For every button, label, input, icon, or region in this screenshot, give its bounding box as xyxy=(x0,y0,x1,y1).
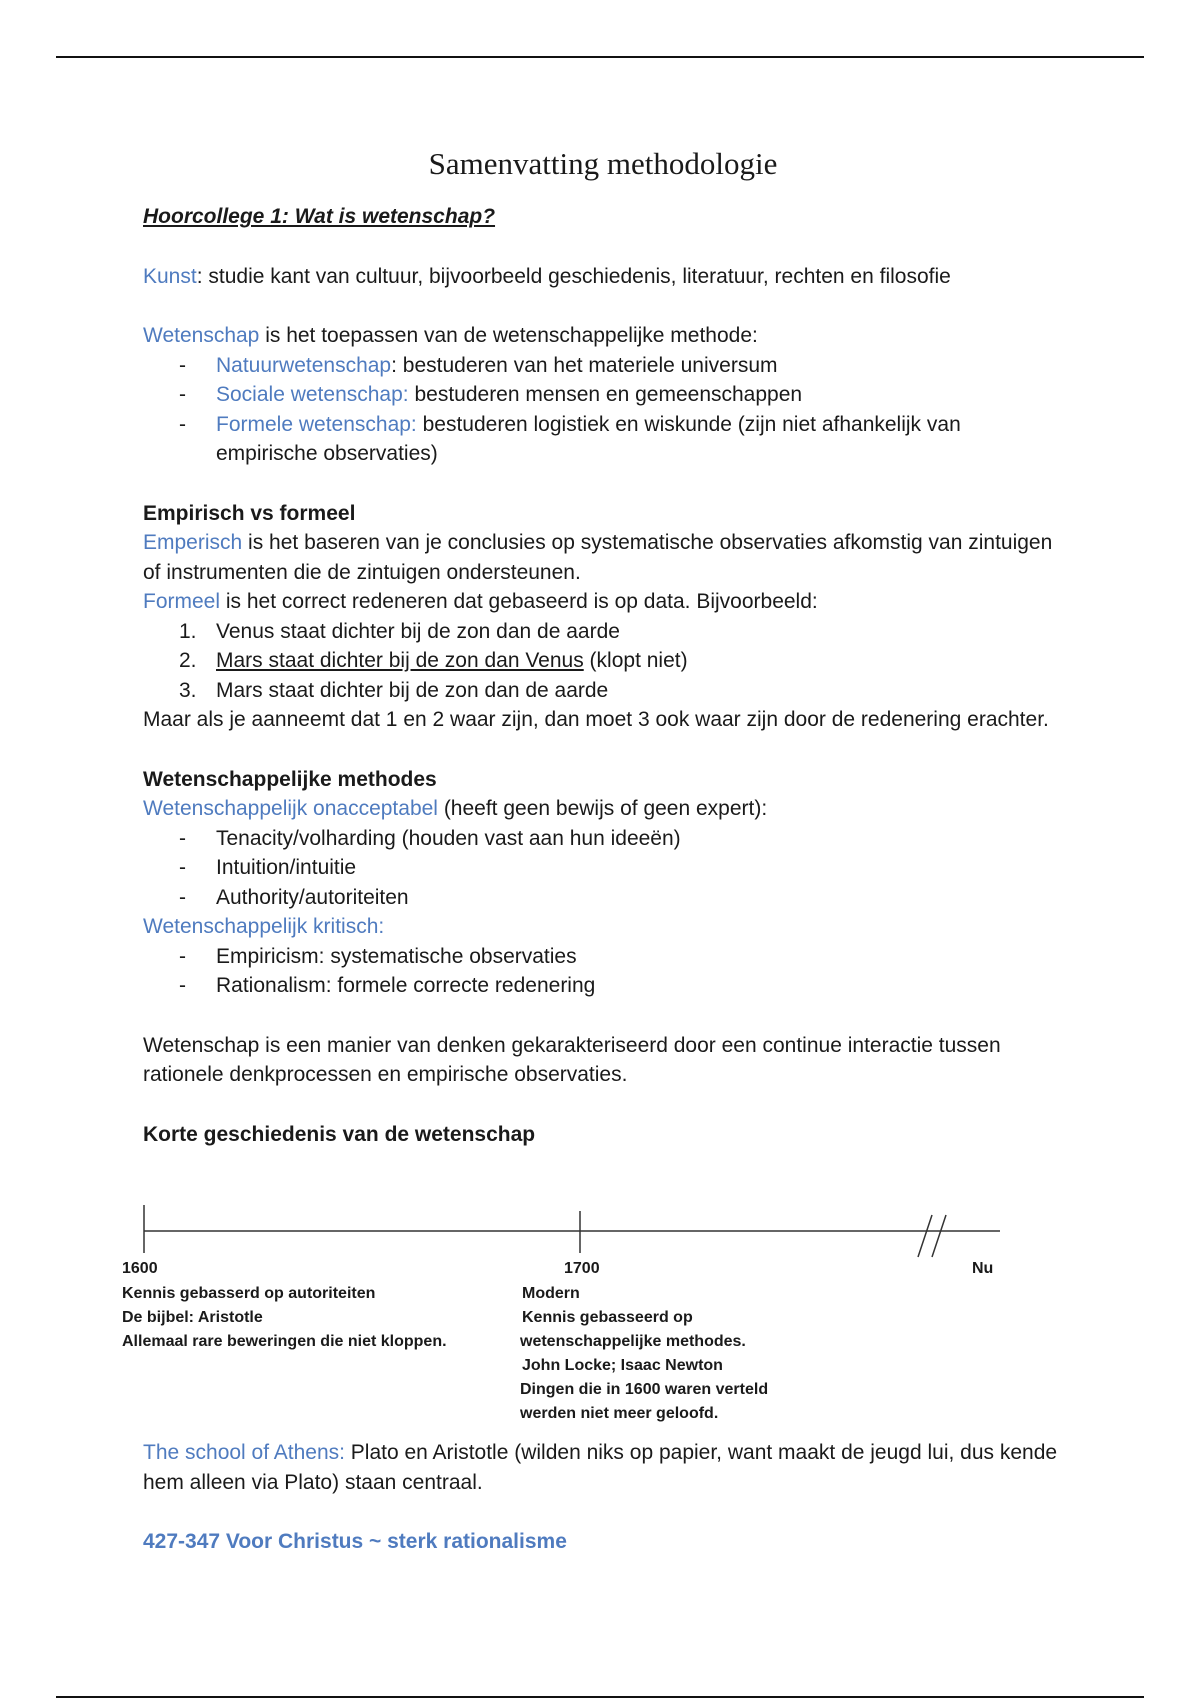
timeline-right-text: Modern xyxy=(522,1285,580,1302)
list-number: 2. xyxy=(179,649,197,672)
onacceptabel-text: (heeft geen bewijs of geen expert): xyxy=(437,797,768,820)
lecture-heading: Hoorcollege 1: Wat is wetenschap? xyxy=(143,205,496,228)
timeline-left-text: Allemaal rare beweringen die niet kloppen. xyxy=(122,1333,447,1350)
list-item xyxy=(216,380,1063,410)
timeline-right-text: wetenschappelijke methodes. xyxy=(520,1333,746,1350)
timeline-label-1700: 1700 xyxy=(564,1260,600,1277)
formeel-paragraph xyxy=(143,587,1063,617)
list-item-term: Sociale wetenschap: xyxy=(216,383,409,406)
timeline-right-text: Kennis gebasseerd op xyxy=(522,1309,693,1326)
timeline-right-text: werden niet meer geloofd. xyxy=(520,1405,719,1422)
timeline-right-text: Dingen die in 1600 waren verteld xyxy=(520,1381,769,1398)
formeel-text: is het correct redeneren dat gebaseerd is op data. Bijvoorbeeld: xyxy=(220,590,818,613)
history-timeline xyxy=(120,1195,1020,1455)
timeline-left-text: Kennis gebasserd op autoriteiten xyxy=(122,1285,376,1302)
emperisch-text: is het baseren van je conclusies op systematische observaties afkomstig van zintuigen of instrumenten die de zintuigen ondersteunen. xyxy=(143,531,1053,584)
onacceptabel-list xyxy=(143,824,1063,913)
kunst-paragraph xyxy=(143,262,1063,292)
list-item-note: (klopt niet) xyxy=(583,649,688,672)
list-item-term: Formele wetenschap: xyxy=(216,412,417,436)
list-item xyxy=(179,676,1063,706)
period-heading: 427-347 Voor Christus ~ sterk rationalisme xyxy=(143,1530,567,1553)
list-item xyxy=(179,617,1063,647)
list-number: 1. xyxy=(179,619,197,643)
document-tail xyxy=(143,1438,1063,1557)
document-page xyxy=(143,140,1063,1149)
list-item: - Rationalism: formele correcte redenering xyxy=(216,971,1063,1001)
timeline-break-mark xyxy=(918,1215,932,1257)
list-item xyxy=(216,351,1063,381)
list-number: 3. xyxy=(179,678,197,702)
timeline-label-1600: 1600 xyxy=(122,1260,158,1277)
kritisch-term: Wetenschappelijk kritisch: xyxy=(143,915,385,938)
athens-term: The school of Athens: xyxy=(143,1441,345,1464)
emperisch-paragraph xyxy=(143,528,1063,587)
list-item: - Tenacity/volharding (houden vast aan hun ideeën) xyxy=(216,824,1063,854)
empirisch-heading: Empirisch vs formeel xyxy=(143,501,356,525)
list-item: - Authority/autoriteiten xyxy=(216,883,1063,913)
bottom-rule xyxy=(56,1696,1144,1698)
list-item xyxy=(216,410,1063,469)
kunst-term: Kunst xyxy=(143,264,197,288)
emperisch-term: Emperisch xyxy=(143,531,243,554)
kritisch-list xyxy=(143,942,1063,1001)
list-item-text: Mars staat dichter bij de zon dan de aarde xyxy=(216,678,609,702)
kunst-text: : studie kant van cultuur, bijvoorbeeld geschiedenis, literatuur, rechten en filosofie xyxy=(196,264,951,288)
top-rule xyxy=(56,56,1144,58)
athens-paragraph xyxy=(143,1438,1063,1498)
timeline-right-text: John Locke; Isaac Newton xyxy=(522,1357,723,1374)
onacceptabel-term: Wetenschappelijk onacceptabel xyxy=(143,797,438,820)
list-item-text: Venus staat dichter bij de zon dan de aarde xyxy=(216,619,620,643)
athens-text: Plato en Aristotle (wilden niks op papier, want maakt de jeugd lui, dus kende hem alleen via Plato) staan centraal. xyxy=(143,1441,1058,1494)
timeline-label-nu: Nu xyxy=(972,1260,994,1277)
page-title: Samenvatting methodologie xyxy=(428,146,778,181)
list-item: - Intuition/intuitie xyxy=(216,853,1063,883)
summary-paragraph: Wetenschap is een manier van denken gekarakteriseerd door een continue interactie tussen rationele denkprocessen en empirische observaties. xyxy=(143,1033,1001,1086)
list-item xyxy=(179,646,1063,676)
conclusion-paragraph: Maar als je aanneemt dat 1 en 2 waar zijn, dan moet 3 ook waar zijn door de redenering erachter. xyxy=(143,708,1049,731)
list-item-text: bestuderen mensen en gemeenschappen xyxy=(408,383,803,406)
wetenschap-list xyxy=(143,351,1063,469)
list-item-text: bestuderen logistiek en wiskunde (zijn niet afhankelijk van empirische observaties) xyxy=(216,412,961,465)
timeline-left-text: De bijbel: Aristotle xyxy=(122,1309,263,1326)
list-item-text: Mars staat dichter bij de zon dan Venus xyxy=(216,649,584,672)
example-list xyxy=(143,617,1063,706)
formeel-term: Formeel xyxy=(143,590,221,613)
geschiedenis-heading: Korte geschiedenis van de wetenschap xyxy=(143,1122,536,1146)
list-item-term: Natuurwetenschap xyxy=(216,353,392,377)
list-item: - Empiricism: systematische observaties xyxy=(216,942,1063,972)
timeline-break-mark xyxy=(932,1215,946,1257)
wetenschap-term: Wetenschap xyxy=(143,324,260,347)
methodes-heading: Wetenschappelijke methodes xyxy=(143,767,437,791)
onacceptabel-paragraph xyxy=(143,794,1063,824)
list-item-text: : bestuderen van het materiele universum xyxy=(391,353,778,377)
wetenschap-text: is het toepassen van de wetenschappelijke methode: xyxy=(259,324,758,347)
wetenschap-paragraph xyxy=(143,321,1063,351)
